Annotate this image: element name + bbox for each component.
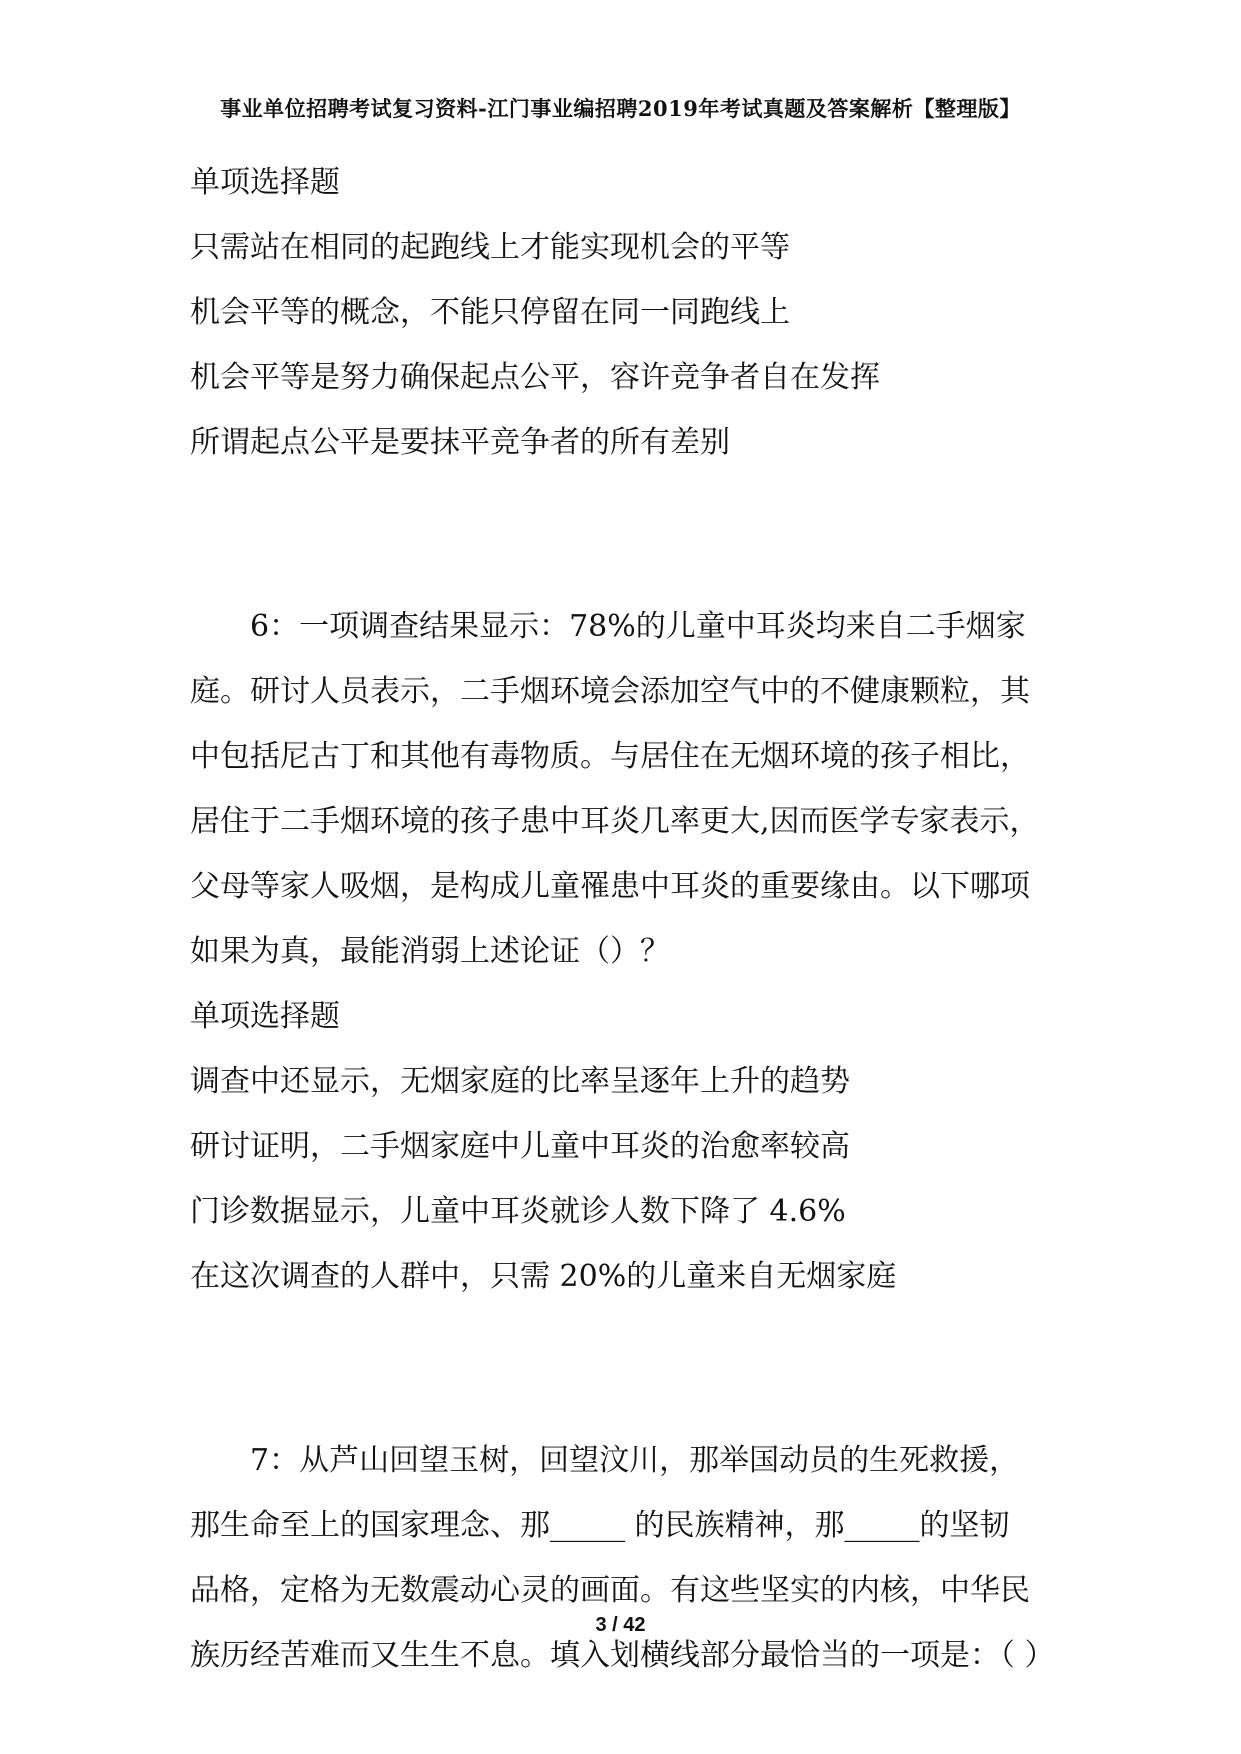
question-stem-line: 7：从芦山回望玉树，回望汶川，那举国动员的生死救援， bbox=[250, 1443, 1020, 1478]
answer-option: 调查中还显示，无烟家庭的比率呈逐年上升的趋势 bbox=[190, 1064, 850, 1099]
section-gap bbox=[190, 485, 1090, 604]
page-number: 3 / 42 bbox=[595, 1614, 646, 1636]
question-stem-line: 庭。研讨人员表示，二手烟环境会添加空气中的不健康颗粒，其 bbox=[190, 674, 1030, 709]
section-gap bbox=[190, 1319, 1090, 1438]
answer-option: 只需站在相同的起跑线上才能实现机会的平等 bbox=[190, 230, 790, 265]
question-stem-line: 品格，定格为无数震动心灵的画面。有这些坚实的内核，中华民 bbox=[190, 1573, 1030, 1608]
answer-option: 在这次调查的人群中，只需 20%的儿童来自无烟家庭 bbox=[190, 1259, 897, 1294]
question-stem-line: 中包括尼古丁和其他有毒物质。与居住在无烟环境的孩子相比， bbox=[190, 739, 1030, 774]
question-stem-line: 6：一项调查结果显示：78%的儿童中耳炎均来自二手烟家 bbox=[250, 609, 1026, 644]
answer-option: 机会平等的概念，不能只停留在同一同跑线上 bbox=[190, 295, 790, 330]
question-type-label: 单项选择题 bbox=[190, 999, 340, 1034]
page-header: 事业单位招聘考试复习资料-江门事业编招聘2019年考试真题及答案解析【整理版】 bbox=[220, 96, 1021, 121]
document-body bbox=[190, 160, 1090, 1698]
answer-option: 研讨证明，二手烟家庭中儿童中耳炎的治愈率较高 bbox=[190, 1129, 850, 1164]
question-stem-line: 那生命至上的国家理念、那_____ 的民族精神，那_____的坚韧 bbox=[190, 1508, 1010, 1543]
answer-option: 所谓起点公平是要抹平竞争者的所有差别 bbox=[190, 425, 730, 460]
answer-option: 门诊数据显示，儿童中耳炎就诊人数下降了 4.6% bbox=[190, 1194, 846, 1229]
question-type-label: 单项选择题 bbox=[190, 165, 340, 200]
question-stem-line: 如果为真，最能消弱上述论证（）？ bbox=[190, 934, 670, 969]
question-stem-line: 族历经苦难而又生生不息。填入划横线部分最恰当的一项是：（ ） bbox=[190, 1638, 1055, 1673]
question-stem-line: 父母等家人吸烟，是构成儿童罹患中耳炎的重要缘由。以下哪项 bbox=[190, 869, 1030, 904]
question-stem-line: 居住于二手烟环境的孩子患中耳炎几率更大,因而医学专家表示， bbox=[190, 804, 1040, 839]
answer-option: 机会平等是努力确保起点公平，容许竞争者自在发挥 bbox=[190, 360, 880, 395]
